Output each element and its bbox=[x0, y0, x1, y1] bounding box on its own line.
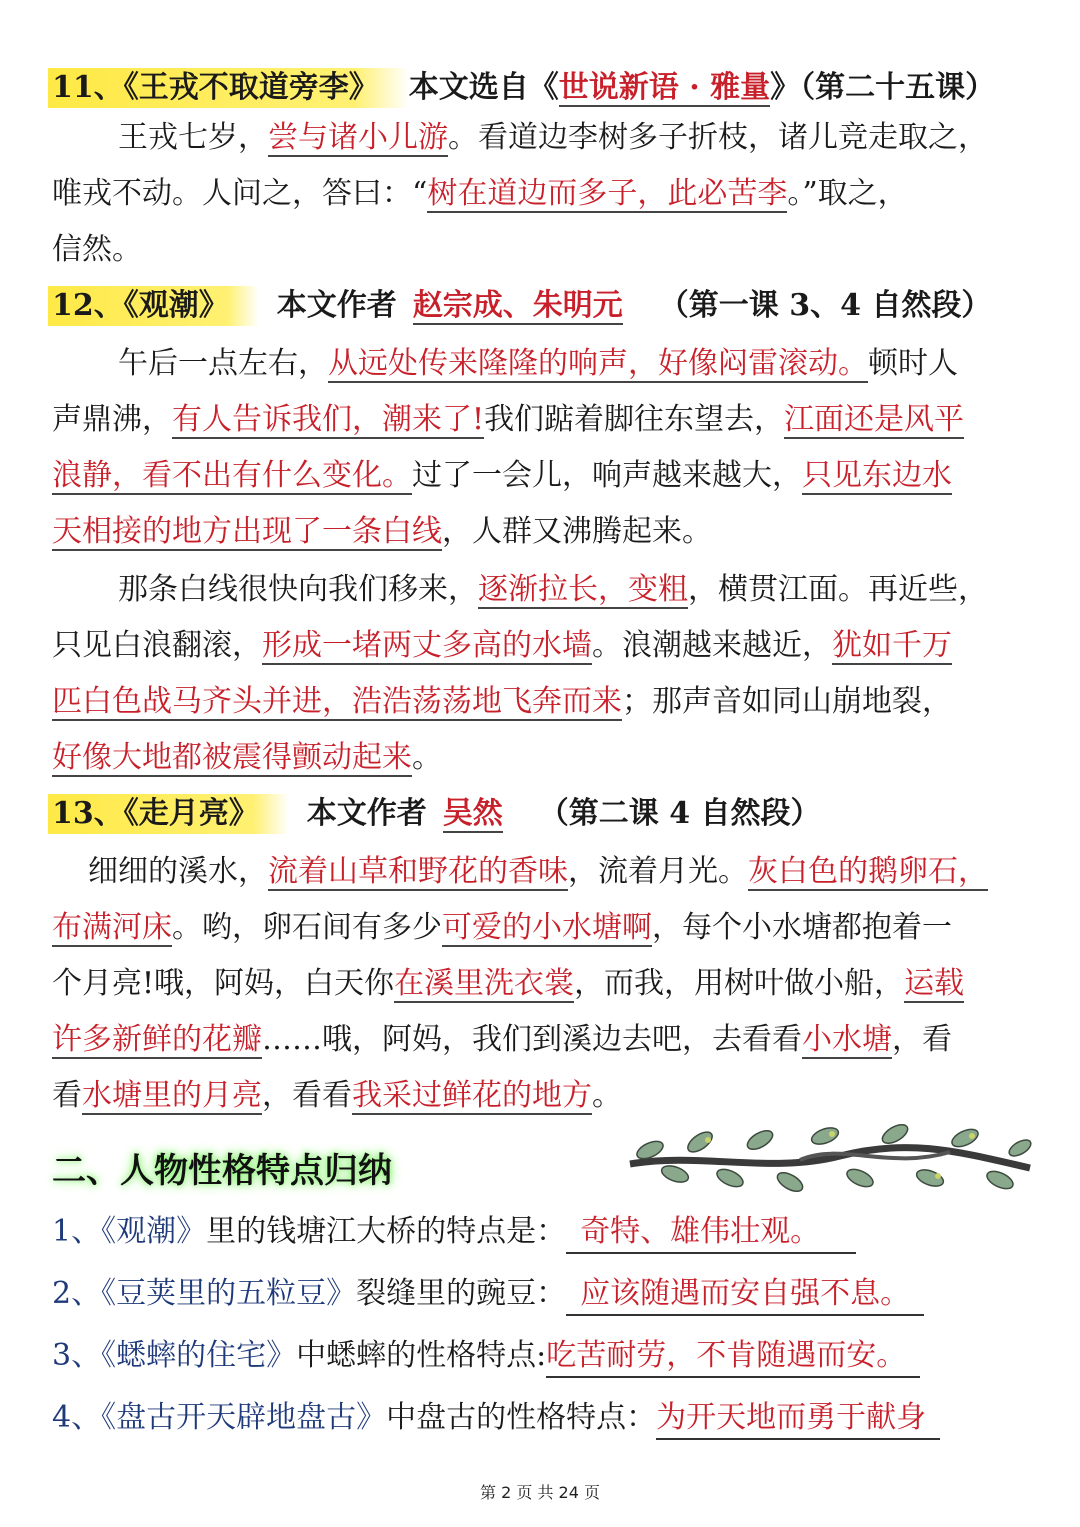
branch-illustration bbox=[620, 1112, 1040, 1198]
text: 唯戎不动。人问之，答曰：“ bbox=[52, 176, 428, 211]
key-phrase: 江面还是风平 bbox=[784, 402, 965, 437]
item-number: 4、 bbox=[52, 1400, 102, 1435]
text: 。哟，卵石间有多少 bbox=[172, 910, 442, 945]
key-phrase: 运载 bbox=[904, 966, 965, 1001]
section-13-para-line bbox=[52, 1020, 1032, 1060]
section-11-heading bbox=[52, 68, 1032, 108]
section-12-heading bbox=[52, 286, 1032, 326]
text: 顿时人 bbox=[868, 346, 958, 381]
text: 。看道边李树多子折枝，诸儿竞走取之， bbox=[448, 120, 988, 155]
text: ，流着月光。 bbox=[568, 854, 748, 889]
key-phrase: 在溪里洗衣裳 bbox=[394, 966, 575, 1001]
key-phrase: 有人告诉我们，潮来了! bbox=[172, 402, 485, 437]
section-13-para-line bbox=[52, 1076, 1032, 1116]
section-12-title: 12、《观潮》 bbox=[48, 286, 259, 326]
section-13-para-line bbox=[52, 908, 1032, 948]
section-13-author: 吴然 bbox=[442, 796, 503, 831]
author-prefix: 本文作者 bbox=[306, 796, 427, 831]
section-11-lesson: 》（第二十五课） bbox=[770, 70, 996, 105]
text: 个月亮!哦，阿妈，白天你 bbox=[52, 966, 395, 1001]
key-phrase: 从远处传来隆隆的响声，好像闷雷滚动。 bbox=[328, 346, 868, 381]
text: 。浪潮越来越近， bbox=[592, 628, 832, 663]
section-2-title: 二、人物性格特点归纳 bbox=[52, 1151, 392, 1191]
text: ，看看 bbox=[262, 1078, 352, 1113]
item-question: 里的钱塘江大桥的特点是： bbox=[206, 1214, 567, 1249]
text: 看 bbox=[52, 1078, 82, 1113]
summary-item bbox=[52, 1398, 940, 1440]
item-question: 中盘古的性格特点： bbox=[386, 1400, 657, 1435]
key-phrase: 灰白色的鹅卵石， bbox=[748, 854, 988, 889]
section-12-para-line bbox=[52, 512, 1032, 552]
key-phrase: 逐渐拉长，变粗 bbox=[478, 572, 688, 607]
text: 细细的溪水， bbox=[88, 854, 268, 889]
text: 。 bbox=[592, 1078, 622, 1113]
key-phrase: 犹如千万 bbox=[832, 628, 952, 663]
section-12-para-line bbox=[52, 738, 1032, 778]
key-phrase: 流着山草和野花的香味 bbox=[268, 854, 568, 889]
key-phrase: 天相接的地方出现了一条白线 bbox=[52, 514, 442, 549]
section-12-para-line bbox=[52, 626, 1032, 666]
key-phrase: 浪静，看不出有什么变化。 bbox=[52, 458, 412, 493]
key-phrase: 匹白色战马齐头并进，浩浩荡荡地飞奔而来 bbox=[52, 684, 622, 719]
section-13-lesson: （第二课 4 自然段） bbox=[538, 796, 821, 831]
key-phrase: 只见东边水 bbox=[802, 458, 952, 493]
item-answer: 为开天地而勇于献身 bbox=[656, 1398, 940, 1440]
section-12-lesson: （第一课 3、4 自然段） bbox=[658, 288, 992, 323]
text: 。 bbox=[412, 740, 442, 775]
section-12-para-line bbox=[52, 456, 1032, 496]
text: ；那声音如同山崩地裂， bbox=[622, 684, 952, 719]
section-12-para-line bbox=[52, 570, 1032, 610]
text: 我们踮着脚往东望去， bbox=[484, 402, 785, 437]
summary-item bbox=[52, 1274, 924, 1316]
section-11-para-line bbox=[52, 230, 1032, 270]
section-12-para-line bbox=[52, 682, 1032, 722]
key-phrase: 水塘里的月亮 bbox=[82, 1078, 262, 1113]
section-13-para-line bbox=[52, 964, 1032, 1004]
summary-item bbox=[52, 1336, 920, 1378]
key-phrase: 许多新鲜的花瓣 bbox=[52, 1022, 262, 1057]
text: ，横贯江面。再近些， bbox=[688, 572, 988, 607]
key-phrase: 小水塘 bbox=[802, 1022, 892, 1057]
item-question: 裂缝里的豌豆： bbox=[356, 1276, 567, 1311]
section-11-title: 11、《王戎不取道旁李》 bbox=[48, 68, 409, 108]
section-12-author: 赵宗成、朱明元 bbox=[412, 288, 623, 323]
text: 王戎七岁， bbox=[118, 120, 268, 155]
book-title: 《观潮》 bbox=[101, 1214, 207, 1249]
text: 只见白浪翻滚， bbox=[52, 628, 262, 663]
text: 信然。 bbox=[52, 232, 142, 267]
text: ，人群又沸腾起来。 bbox=[442, 514, 712, 549]
text: 那条白线很快向我们移来， bbox=[118, 572, 478, 607]
section-11-para-line bbox=[52, 174, 1032, 214]
text: ……哦，阿妈，我们到溪边去吧，去看看 bbox=[262, 1022, 802, 1057]
text: ，每个小水塘都抱着一 bbox=[652, 910, 952, 945]
item-answer: 应该随遇而安自强不息。 bbox=[566, 1274, 924, 1316]
section-13-heading bbox=[52, 794, 1032, 834]
item-answer: 奇特、雄伟壮观。 bbox=[566, 1212, 856, 1254]
item-number: 3、 bbox=[52, 1338, 102, 1373]
section-11-source: 世说新语 · 雅量 bbox=[558, 70, 771, 105]
book-title: 《豆荚里的五粒豆》 bbox=[101, 1276, 357, 1311]
summary-item bbox=[52, 1212, 856, 1254]
key-phrase: 我采过鲜花的地方 bbox=[352, 1078, 592, 1113]
section-13-title: 13、《走月亮》 bbox=[48, 794, 289, 834]
book-title: 《盘古开天辟地盘古》 bbox=[101, 1400, 387, 1435]
item-number: 1、 bbox=[52, 1214, 102, 1249]
page-footer: 第 2 页 共 24 页 bbox=[480, 1483, 600, 1502]
item-answer: 吃苦耐劳，不肯随遇而安。 bbox=[546, 1336, 920, 1378]
text: 午后一点左右， bbox=[118, 346, 328, 381]
section-12-para-line bbox=[52, 400, 1032, 440]
item-number: 2、 bbox=[52, 1276, 102, 1311]
key-phrase: 布满河床 bbox=[52, 910, 172, 945]
section-11-mid: 本文选自《 bbox=[408, 70, 559, 105]
key-phrase: 尝与诸小儿游 bbox=[268, 120, 448, 155]
section-13-para-line bbox=[52, 852, 1032, 892]
section-12-para-line bbox=[52, 344, 1032, 384]
key-phrase: 形成一堵两丈多高的水墙 bbox=[262, 628, 592, 663]
text: 过了一会儿，响声越来越大， bbox=[412, 458, 802, 493]
text: ，看 bbox=[892, 1022, 952, 1057]
author-prefix: 本文作者 bbox=[276, 288, 397, 323]
item-question: 中蟋蟀的性格特点: bbox=[296, 1338, 547, 1373]
key-phrase: 可爱的小水塘啊 bbox=[442, 910, 652, 945]
book-title: 《蟋蟀的住宅》 bbox=[101, 1338, 297, 1373]
key-phrase: 树在道边而多子，此必苦李 bbox=[427, 176, 788, 211]
text: 。”取之， bbox=[787, 176, 908, 211]
text: 声鼎沸， bbox=[52, 402, 172, 437]
section-11-para-line bbox=[52, 118, 1032, 158]
text: ，而我，用树叶做小船， bbox=[574, 966, 905, 1001]
key-phrase: 好像大地都被震得颤动起来 bbox=[52, 740, 412, 775]
